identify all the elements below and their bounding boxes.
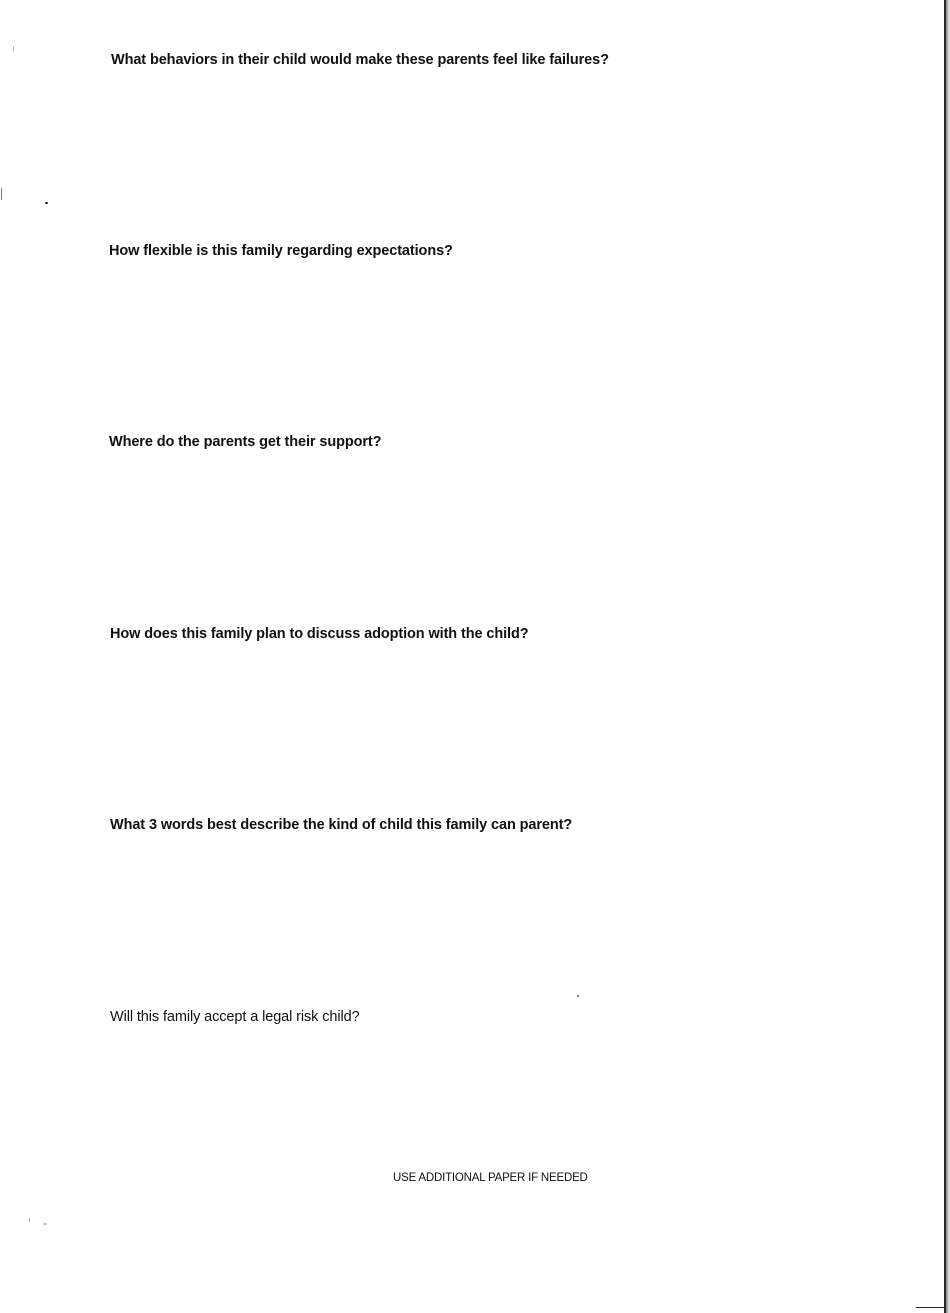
scan-edge-shadow: [946, 0, 950, 1313]
scan-speck: [44, 1223, 46, 1225]
additional-paper-note: USE ADDITIONAL PAPER IF NEEDED: [393, 1172, 588, 1184]
scan-speck: [29, 1218, 30, 1222]
scan-speck: [13, 46, 14, 51]
scan-speck: [577, 995, 579, 997]
question-legal-risk-child: Will this family accept a legal risk child?: [110, 1009, 360, 1025]
question-parent-support: Where do the parents get their support?: [109, 434, 382, 450]
question-parent-failure-behaviors: What behaviors in their child would make these parents feel like failures?: [111, 52, 609, 68]
question-family-flexibility: How flexible is this family regarding expectations?: [109, 243, 453, 259]
scan-speck: [45, 202, 48, 204]
question-three-words-child: What 3 words best describe the kind of child this family can parent?: [110, 817, 573, 833]
scan-speck: [1, 188, 2, 200]
question-discuss-adoption: How does this family plan to discuss adoption with the child?: [110, 626, 529, 642]
scan-edge-mark: [916, 1307, 946, 1308]
